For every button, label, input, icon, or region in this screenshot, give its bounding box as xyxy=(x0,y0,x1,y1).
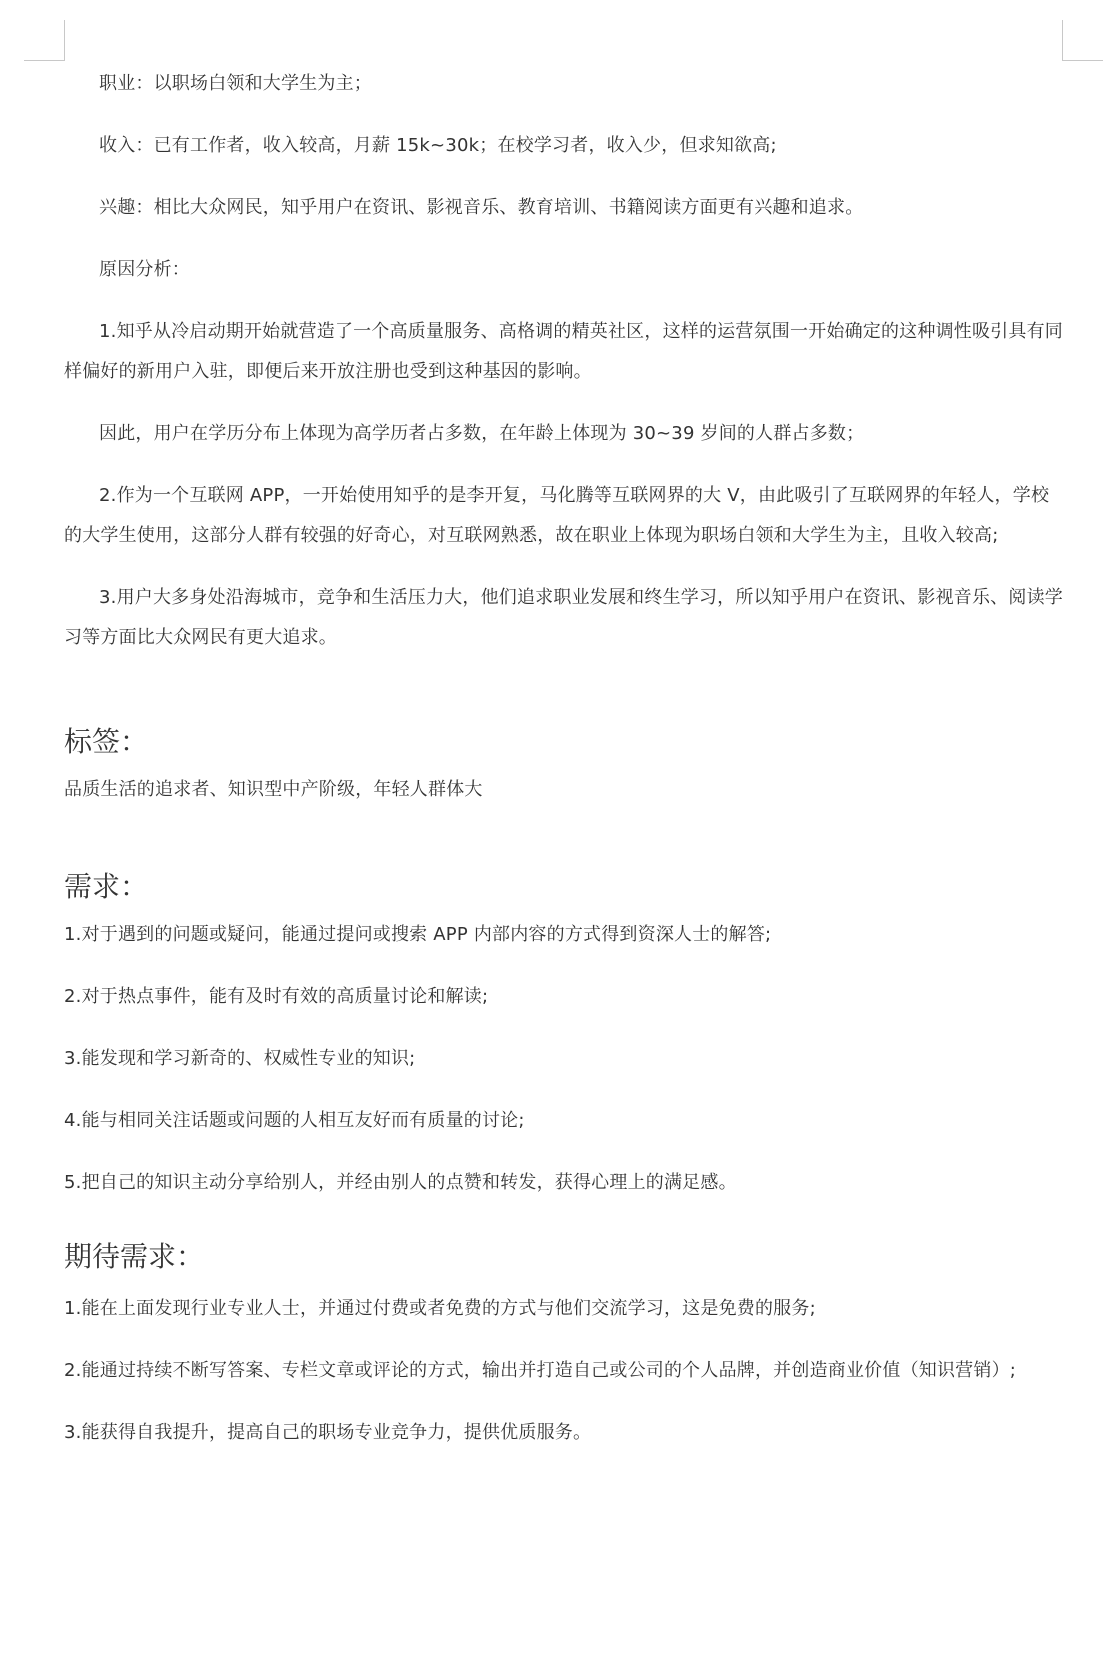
document-body xyxy=(64,64,1064,1453)
section-heading-needs: 需求： xyxy=(64,870,149,903)
paragraph-occupation: 职业：以职场白领和大学生为主； xyxy=(99,73,372,94)
paragraph-cause-2: 2.作为一个互联网 APP，一开始使用知乎的是李开复，马化腾等互联网界的大 V，由此吸引了互联网界的年轻人，学校的大学生使用，这部分人群有较强的好奇心，对互联网熟悉，故在职业上体现为职场白领和大学生为主，且收入较高; xyxy=(64,485,1050,546)
expected-needs-item: 3.能获得自我提升，提高自己的职场专业竞争力，提供优质服务。 xyxy=(64,1422,592,1443)
expected-needs-item: 1.能在上面发现行业专业人士，并通过付费或者免费的方式与他们交流学习，这是免费的服务; xyxy=(64,1298,816,1319)
section-heading-tags: 标签： xyxy=(64,725,149,758)
paragraph-cause-3: 3.用户大多身处沿海城市，竞争和生活压力大，他们追求职业发展和终生学习，所以知乎用户在资讯、影视音乐、阅读学习等方面比大众网民有更大追求。 xyxy=(64,587,1063,648)
paragraph-income: 收入：已有工作者，收入较高，月薪 15k~30k；在校学习者，收入少，但求知欲高; xyxy=(99,135,777,156)
expected-needs-item: 2.能通过持续不断写答案、专栏文章或评论的方式，输出并打造自己或公司的个人品牌，并创造商业价值（知识营销）; xyxy=(64,1360,1017,1381)
paragraph-therefore: 因此，用户在学历分布上体现为高学历者占多数，在年龄上体现为 30~39 岁间的人群占多数； xyxy=(99,423,865,444)
needs-item: 5.把自己的知识主动分享给别人，并经由别人的点赞和转发，获得心理上的满足感。 xyxy=(64,1172,737,1193)
tags-text: 品质生活的追求者、知识型中产阶级，年轻人群体大 xyxy=(64,779,483,800)
needs-item: 2.对于热点事件，能有及时有效的高质量讨论和解读; xyxy=(64,986,489,1007)
section-heading-expected-needs: 期待需求： xyxy=(64,1240,205,1273)
page-corner-mark-top-right xyxy=(1062,20,1103,61)
needs-item: 3.能发现和学习新奇的、权威性专业的知识; xyxy=(64,1048,416,1069)
paragraph-interest: 兴趣：相比大众网民，知乎用户在资讯、影视音乐、教育培训、书籍阅读方面更有兴趣和追求。 xyxy=(99,197,864,218)
paragraph-cause-analysis-label: 原因分析： xyxy=(99,259,190,280)
paragraph-cause-1: 1.知乎从冷启动期开始就营造了一个高质量服务、高格调的精英社区，这样的运营氛围一开始确定的这种调性吸引具有同样偏好的新用户入驻，即便后来开放注册也受到这种基因的影响。 xyxy=(64,321,1063,382)
needs-item: 4.能与相同关注话题或问题的人相互友好而有质量的讨论; xyxy=(64,1110,525,1131)
page-corner-mark-top-left xyxy=(24,20,65,61)
needs-item: 1.对于遇到的问题或疑问，能通过提问或搜索 APP 内部内容的方式得到资深人士的解答; xyxy=(64,924,772,945)
